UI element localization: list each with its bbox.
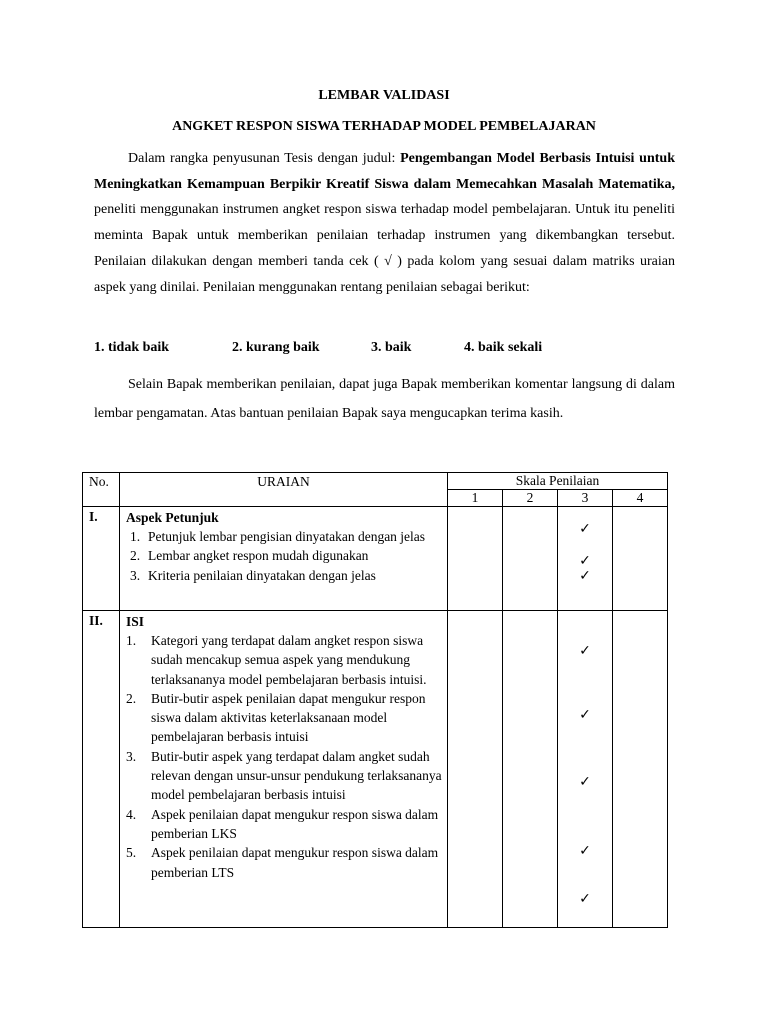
intro-text-2: peneliti menggunakan instrumen angket respon siswa terhadap model pembelajaran. Untuk itu peneliti meminta Bapak untuk memberikan penilaian terhadap instrumen yang dikembangkan tersebut. Penilaian dilakukan dengan memberi tanda cek ( √ ) pada kolom yang sesuai dalam matriks uraian aspek yang dinilai. Penilaian menggunakan rentang penilaian sebagai berikut: [94, 202, 675, 295]
list-item [126, 747, 443, 805]
item-text: Kriteria penilaian dinyatakan dengan jelas [148, 567, 376, 583]
list-item [126, 527, 443, 546]
item-number: 2. [126, 690, 137, 706]
item-text: Butir-butir aspek penilaian dapat mengukur respon siswa dalam aktivitas keterlaksanaan model pembelajaran berbasis intuisi [151, 690, 426, 745]
check-mark-icon: ✓ [579, 643, 591, 659]
list-item [126, 843, 443, 882]
document-subtitle: ANGKET RESPON SISWA TERHADAP MODEL PEMBELAJARAN [172, 119, 596, 134]
list-item [126, 546, 443, 565]
col-no-header: No. [83, 473, 120, 507]
closing-paragraph: Selain Bapak memberikan penilaian, dapat juga Bapak memberikan komentar langsung di dalam lembar pengamatan. Atas bantuan penilaian Bapak saya mengucapkan terima kasih. [94, 377, 675, 421]
score-cell-1[interactable] [448, 611, 503, 928]
table-row [83, 611, 668, 928]
section-title: Aspek Petunjuk [126, 510, 219, 525]
scale-col-3: 3 [558, 490, 613, 507]
check-mark-icon: ✓ [579, 568, 591, 584]
table-row [83, 507, 668, 611]
item-text: Butir-butir aspek yang terdapat dalam angket sudah relevan dengan unsur-unsur pendukung terlaksananya model pembelajaran berbasis intuisi [151, 748, 442, 803]
item-number: 1. [126, 633, 137, 648]
scale-item-1: 1. tidak baik [94, 340, 170, 355]
list-item [126, 805, 443, 844]
document-title: LEMBAR VALIDASI [318, 88, 450, 103]
item-text: Kategori yang terdapat dalam angket respon siswa sudah mencakup semua aspek yang mendukung terlaksananya model pembelajaran berbasis intuisi. [151, 633, 427, 687]
item-text: Aspek penilaian dapat mengukur respon siswa dalam pemberian LTS [151, 845, 439, 880]
intro-paragraph [94, 146, 675, 300]
item-number: 3. [126, 748, 137, 764]
header-row [83, 473, 668, 490]
check-mark-icon: ✓ [579, 553, 591, 569]
list-item [126, 631, 443, 689]
item-number: 3. [130, 567, 141, 583]
validation-matrix [82, 472, 668, 928]
section-items [126, 527, 443, 585]
scale-item-2: 2. kurang baik [232, 340, 320, 355]
score-cell-3[interactable] [558, 507, 613, 611]
check-mark-icon: ✓ [579, 843, 591, 859]
score-cell-2[interactable] [503, 611, 558, 928]
item-text: Lembar angket respon mudah digunakan [148, 548, 369, 564]
scale-item-4: 4. baik sekali [464, 340, 543, 355]
item-number: 2. [130, 548, 141, 564]
score-cell-4[interactable] [613, 507, 668, 611]
col-uraian-header: URAIAN [120, 473, 448, 507]
intro-text-1: Dalam rangka penyusunan Tesis dengan judul: [128, 151, 401, 166]
item-number: 1. [130, 529, 141, 544]
section-items [126, 631, 443, 882]
score-cell-4[interactable] [613, 611, 668, 928]
item-text: Petunjuk lembar pengisian dinyatakan dengan jelas [148, 529, 426, 544]
check-mark-icon: ✓ [579, 707, 591, 723]
item-text: Aspek penilaian dapat mengukur respon siswa dalam pemberian LKS [151, 806, 439, 841]
score-cell-1[interactable] [448, 507, 503, 611]
section-content [120, 507, 448, 611]
scale-col-2: 2 [503, 490, 558, 507]
check-mark-icon: ✓ [579, 891, 591, 907]
section-content [120, 611, 448, 928]
scale-col-1: 1 [448, 490, 503, 507]
check-mark-icon: ✓ [579, 774, 591, 790]
section-title: ISI [126, 614, 145, 629]
check-mark-icon: ✓ [579, 521, 591, 537]
scale-item-3: 3. baik [371, 340, 412, 355]
section-number: II. [83, 611, 120, 928]
col-skala-header: Skala Penilaian [448, 473, 668, 490]
section-number: I. [83, 507, 120, 611]
list-item [126, 689, 443, 747]
item-number: 5. [126, 845, 137, 861]
score-cell-2[interactable] [503, 507, 558, 611]
thesis-title: Pengembangan Model Berbasis Intuisi untuk Meningkatkan Kemampuan Berpikir Kreatif Siswa dalam Memecahkan Masalah Matematika, [94, 151, 675, 192]
scale-col-4: 4 [613, 490, 668, 507]
score-cell-3[interactable] [558, 611, 613, 928]
item-number: 4. [126, 806, 137, 822]
list-item [126, 566, 443, 585]
